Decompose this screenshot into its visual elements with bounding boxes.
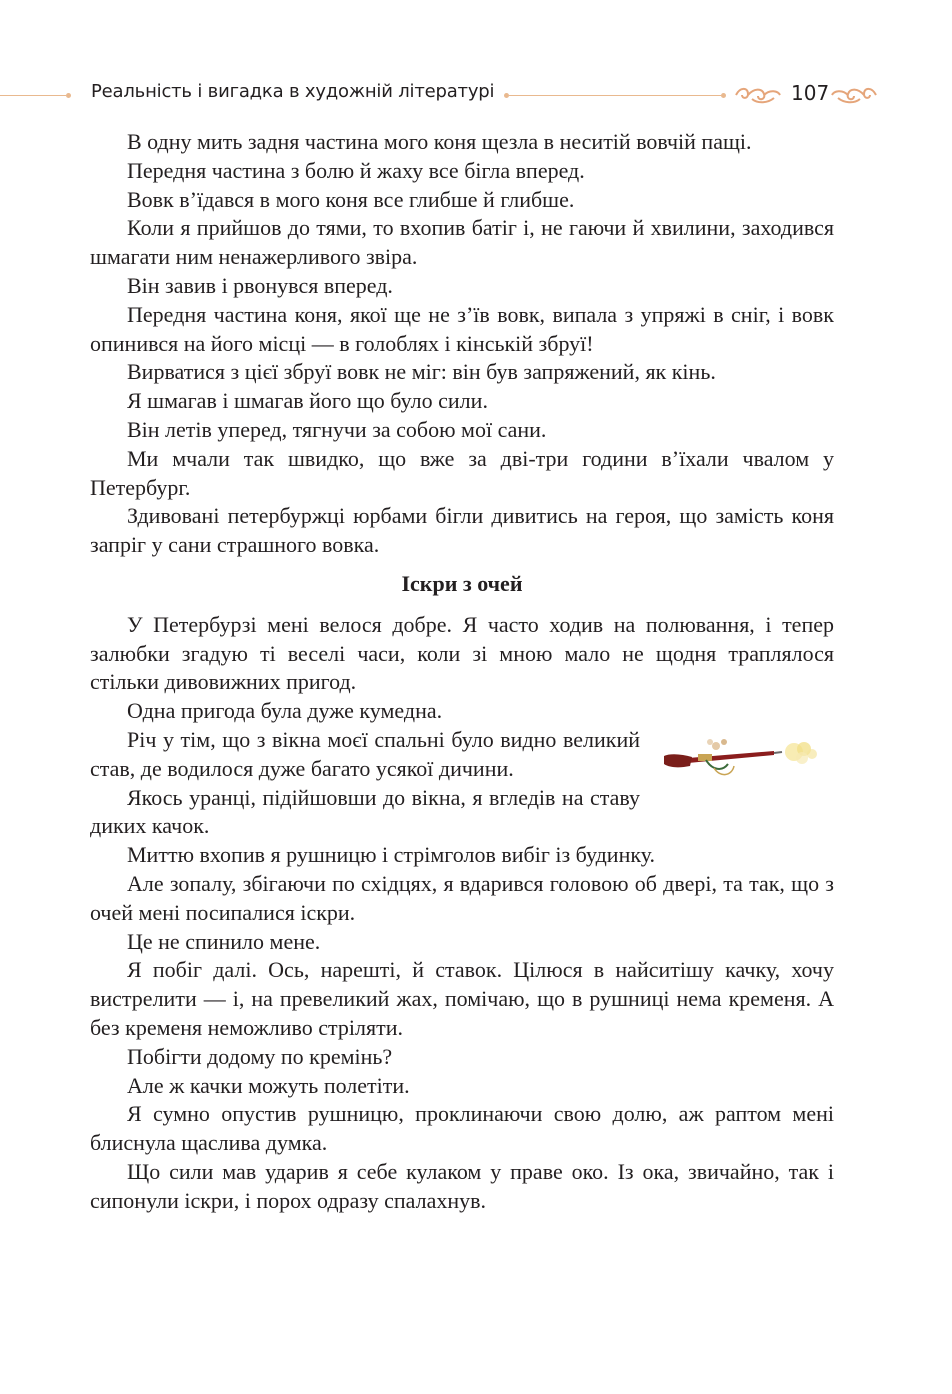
- paragraph: У Петербурзі мені велося добре. Я часто ходив на полювання, і тепер залюбки згадую ті веселі часи, коли зі мною мало не щодня траплялося стільки дивовижних пригод.: [90, 611, 834, 695]
- paragraph: Передня частина з болю й жаху все бігла вперед.: [127, 157, 585, 183]
- paragraph: Річ у тім, що з вікна моєї спальні було видно великий став, де водилося дуже багато усякої дичини.: [90, 726, 640, 781]
- paragraph: Я шмагав і шмагав його що було сили.: [127, 388, 488, 414]
- page-body: [90, 128, 834, 1215]
- paragraph: Здивовані петербуржці юрбами бігли дивитись на героя, що замість коня запріг у сани страшного вовка.: [90, 503, 834, 558]
- scroll-ornament-icon-right: [830, 84, 878, 106]
- paragraph: Він летів уперед, тягнучи за собою мої сани.: [127, 416, 547, 442]
- header-rule-middle: [509, 95, 721, 96]
- paragraph: Але зопалу, збігаючи по східцях, я вдарився головою об двері, та так, що з очей мені посипалися іскри.: [90, 870, 834, 925]
- musket-illustration: [656, 732, 834, 794]
- musket-icon: [662, 732, 832, 788]
- header-dot-left: [66, 93, 71, 98]
- header-rule-left: [0, 95, 66, 96]
- paragraph: Вирватися з цієї збруї вовк не міг: він був запряжений, як кінь.: [127, 359, 716, 385]
- paragraph: Передня частина коня, якої ще не з’їв вовк, випала з упряжі в сніг, і вовк опинився на його місці — в голоблях і кінській збруї!: [90, 301, 834, 356]
- paragraph: Але ж качки можуть полетіти.: [127, 1072, 410, 1098]
- paragraph: Він завив і рвонувся вперед.: [127, 272, 393, 298]
- paragraph: Якось уранці, підійшовши до вікна, я вгледів на ставу диких качок.: [90, 784, 640, 839]
- page-number: 107: [791, 81, 830, 105]
- paragraph: Миттю вхопив я рушницю і стрімголов вибіг із будинку.: [127, 842, 656, 868]
- paragraph: Побігти додому по кремінь?: [127, 1043, 393, 1069]
- paragraph: Ми мчали так швидко, що вже за дві-три години в’їхали чвалом у Петербург.: [90, 445, 834, 500]
- running-header: [0, 78, 952, 114]
- paragraph: Я сумно опустив рушницю, проклинаючи свою долю, аж раптом мені блиснула щаслива думка.: [90, 1101, 834, 1156]
- paragraph: Це не спинило мене.: [127, 928, 321, 954]
- paragraph: Вовк в’їдався в мого коня все глибше й глибше.: [127, 186, 575, 212]
- header-title: Реальність і вигадка в художній літературі: [91, 81, 495, 102]
- paragraph: Я побіг далі. Ось, нарешті, й ставок. Цілюся в найситішу качку, хочу вистрелити — і, на превеликий жах, помічаю, що в рушниці нема кременя. А без кременя неможливо стріляти.: [90, 957, 834, 1040]
- scroll-ornament-icon-left: [734, 84, 782, 106]
- paragraph: Коли я прийшов до тями, то вхопив батіг і, не гаючи й хвилини, заходився шмагати ним ненажерливого звіра.: [90, 215, 834, 270]
- paragraph: Одна пригода була дуже кумедна.: [127, 698, 443, 724]
- header-dot-mid-right: [721, 93, 726, 98]
- section-title: Іскри з очей: [401, 570, 523, 596]
- paragraph: Що сили мав ударив я себе кулаком у праве око. Із ока, звичайно, так і сипонули іскри, і порох одразу спалахнув.: [90, 1158, 834, 1213]
- paragraph: В одну мить задня частина мого коня щезла в неситій вовчій пащі.: [127, 129, 752, 154]
